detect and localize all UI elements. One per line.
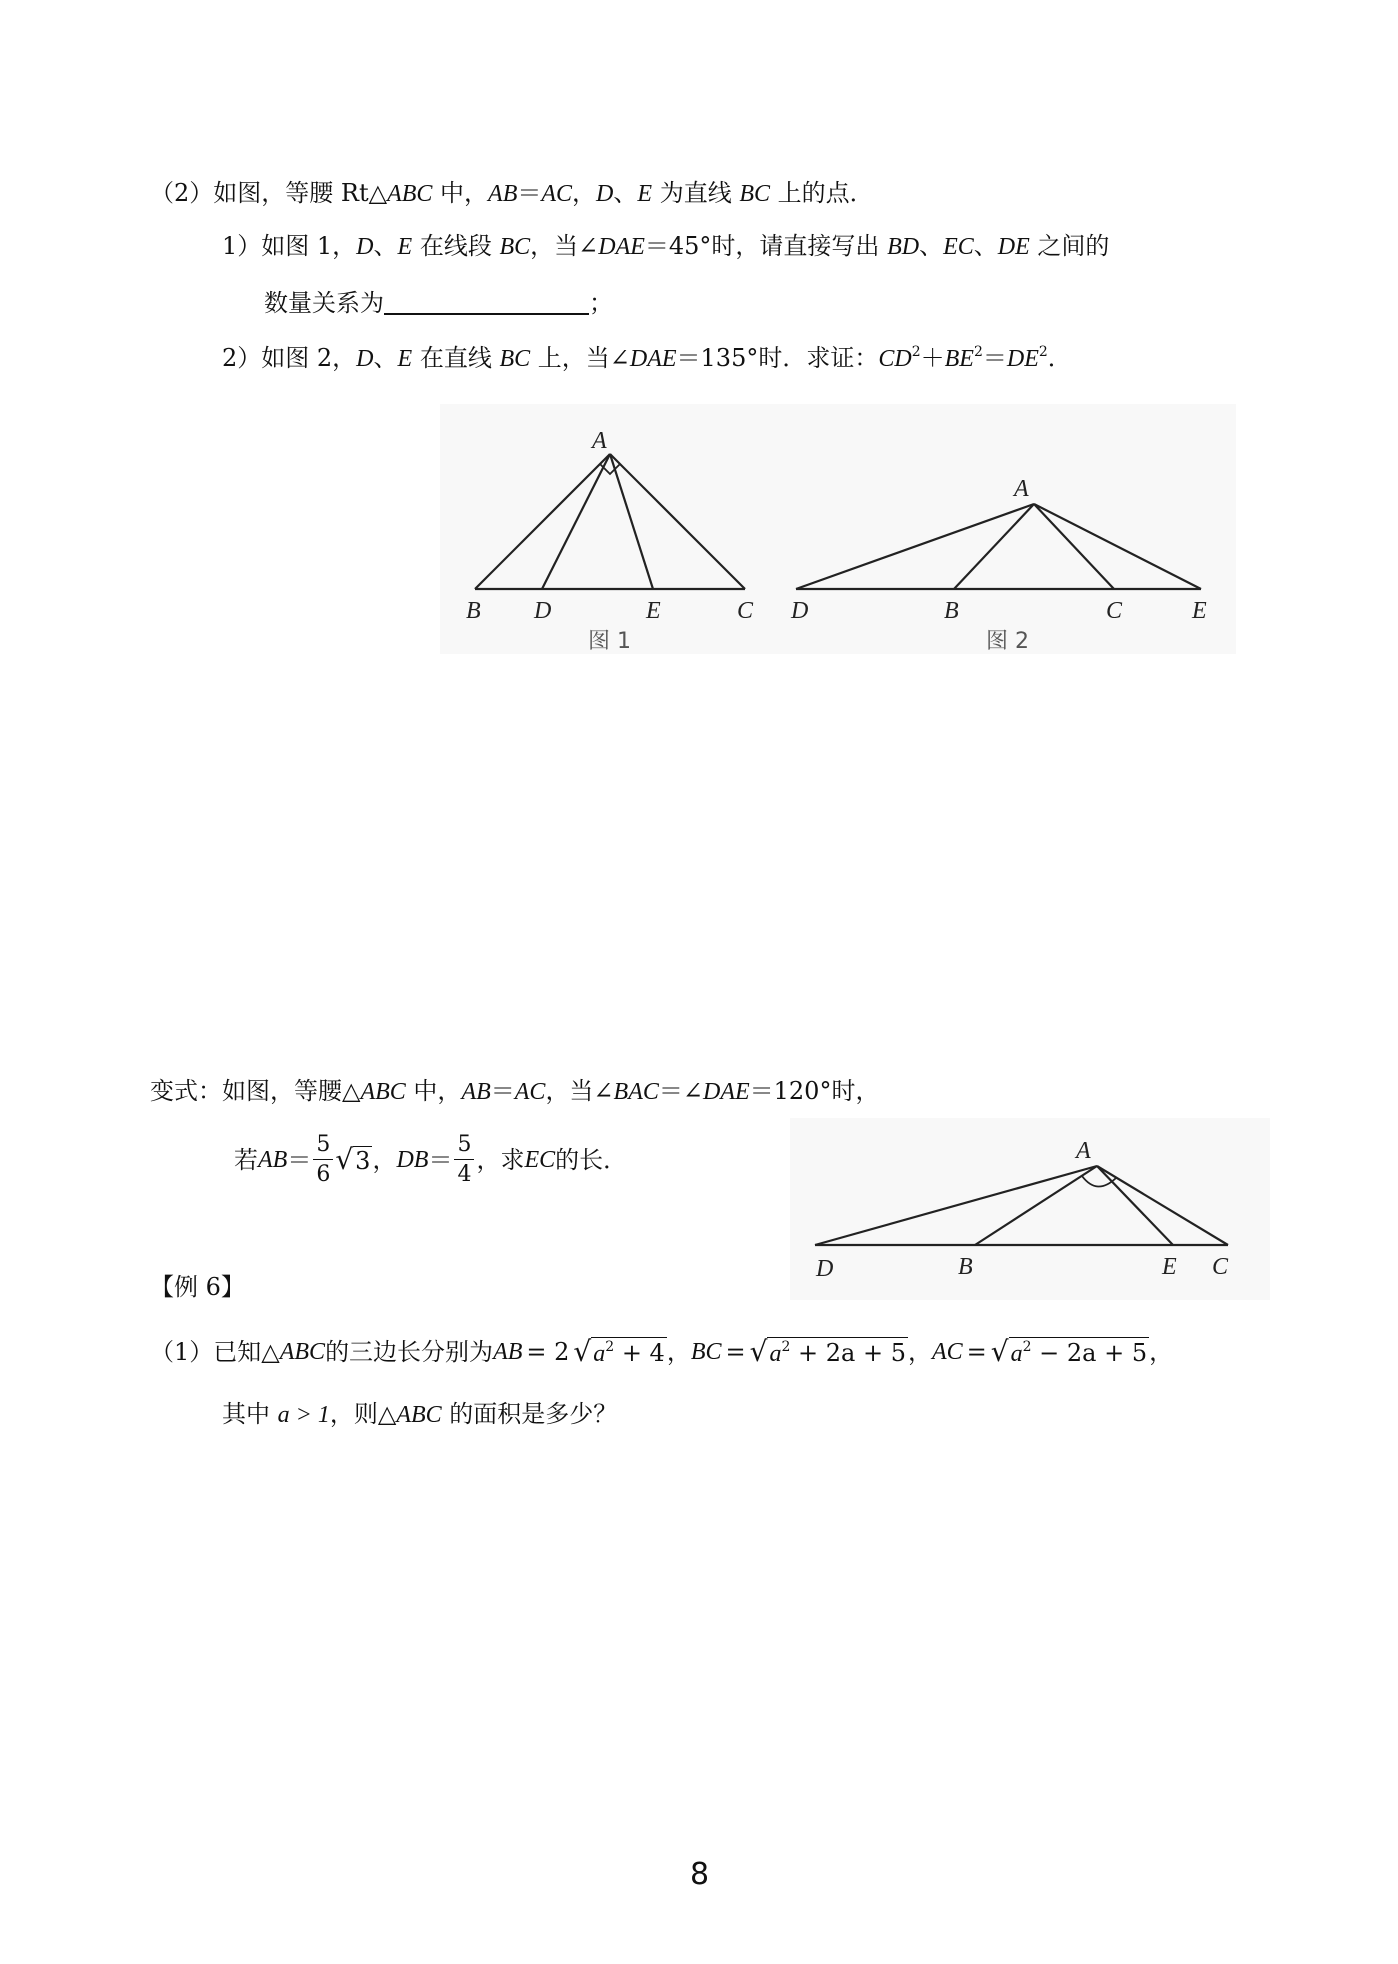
ex6-l2-cond: a > 1 [277,1402,330,1428]
q2-intro-t4: ＝ [517,179,542,207]
fig2-label-e: E [1192,598,1207,624]
p1a-t2: 、 [373,232,398,260]
fig1-label-e: E [646,598,661,624]
p1a-t12: 、 [973,232,998,260]
sqrt-ab [573,1337,666,1366]
p1a-t4: 在线段 [412,232,500,260]
ab-radicand [591,1337,667,1366]
ex6-pre: （1）已知△ [150,1337,280,1366]
variant-line-1 [150,1079,879,1104]
p2-t2: 、 [373,344,398,372]
sqrt3-radicand: 3 [355,1146,371,1175]
fig1-label-c: C [737,598,754,624]
ex6-ab: AB [493,1338,523,1365]
frac2-num: 5 [454,1132,474,1160]
fig3-label-e: E [1162,1254,1177,1280]
sqrt-ac [991,1337,1149,1366]
var2-pre: 若 [234,1145,258,1174]
fig1-label-a: A [592,428,607,454]
var1-t0: 变式：如图，等腰△ [150,1077,361,1105]
figure-1 [440,404,786,654]
p1a-t9: BD [887,234,920,260]
fig1-ab [475,454,610,589]
q2-intro [150,181,874,206]
var2-db: DB [396,1146,429,1173]
p2-t14: ＝ [982,344,1007,372]
p2-t17: ． [1047,344,1072,372]
p1a-t5: BC [499,234,531,260]
example-6-line-1 [150,1337,1173,1366]
fig1-label-d: D [534,598,552,624]
fig1-caption: 图 1 [588,629,631,654]
fig1-ac [610,454,745,589]
var1-t3: AB [461,1079,491,1105]
var1-t6: ，当∠ [545,1077,614,1105]
ex6-ab-coef: = 2 [526,1337,570,1366]
p2-t9: CD [878,346,912,372]
q2-intro-t12: 上的点． [770,179,874,207]
fig3-label-b: B [958,1254,973,1280]
var2-post-a: ，求 [476,1145,525,1174]
var2-eq: ＝ [287,1145,312,1174]
ex6-abc: ABC [279,1338,326,1365]
bc-rest: + 2a + 5 [798,1339,906,1367]
radical-sign: √ [573,1335,592,1368]
var1-t2: 中， [405,1077,462,1105]
fraction-5-4 [454,1132,474,1188]
p2-t15: DE [1006,346,1039,372]
ex6-bc-eq: = [725,1337,746,1366]
fig3-label-c: C [1212,1254,1229,1280]
ex6-mid: 的三边长分别为 [325,1337,494,1366]
var2-ab: AB [258,1146,288,1173]
fig3-angle-arc [1082,1176,1116,1187]
p1a-t13: DE [997,234,1030,260]
var1-t4: ＝ [490,1077,515,1105]
p2-t1: D [356,346,374,372]
ex6-sep2: ， [907,1337,932,1366]
fig3-ab [975,1166,1097,1245]
ex6-bc: BC [690,1338,722,1365]
q2-intro-t2: 中， [432,179,489,207]
p1a-t8: ＝45°时，请直接写出 [644,232,888,260]
fig2-label-c: C [1106,598,1123,624]
page-number: 8 [690,1857,710,1892]
p2-t0: 2）如图 2， [222,344,357,372]
fig2-ab [954,504,1034,589]
ex6-l2-abc: ABC [396,1402,442,1428]
p1b-text: 数量关系为 [264,289,384,317]
fig2-ad [796,504,1034,589]
p2-t13: 2 [973,344,983,360]
var2-post-b: 的长． [555,1145,628,1174]
p2-t12: BE [944,346,974,372]
ex6-ac-eq: = [966,1337,987,1366]
p1a-t0: 1）如图 1， [222,232,357,260]
sqrt-3 [335,1142,372,1176]
var1-t8: ＝∠ [658,1077,703,1105]
variant-line-2 [234,1132,627,1188]
example-6-line-2 [222,1402,617,1427]
p2-t10: 2 [911,344,921,360]
fig3-ad [815,1166,1097,1245]
ab-exp: 2 [605,1339,615,1355]
p1a-t11: EC [943,234,974,260]
p1b-end: ； [589,289,613,317]
q2-intro-t5: AC [541,181,573,207]
p1a-t3: E [397,234,413,260]
p2-t16: 2 [1038,344,1048,360]
ac-radicand [1009,1337,1150,1366]
var2-eq2: ＝ [428,1145,453,1174]
ex6-sep1: ， [666,1337,691,1366]
p2-t5: BC [499,346,531,372]
q2-intro-t10: 为直线 [652,179,740,207]
frac1-den: 6 [316,1162,331,1188]
q2-part2 [222,345,1072,371]
figure-variant [790,1118,1270,1300]
fig1-ad [542,454,610,589]
var2-ec: EC [524,1146,556,1173]
p1a-t14: 之间的 [1029,232,1110,260]
q2-intro-t0: （2）如图，等腰 Rt△ [150,179,388,207]
var1-t5: AC [514,1079,546,1105]
q2-intro-t3: AB [488,181,518,207]
sqrt-bc [750,1337,908,1366]
ex6-l2-mid: ，则△ [329,1400,397,1428]
fig3-label-d: D [816,1256,834,1282]
p1a-t1: D [356,234,374,260]
frac1-num: 5 [313,1132,333,1160]
var2-comma: ， [372,1145,397,1174]
ex6-l2-post: 的面积是多少？ [441,1400,618,1428]
q2-intro-t1: ABC [387,181,433,207]
figure-2 [786,404,1236,654]
ab-rest: + 4 [621,1339,665,1367]
radical-sign: √ [749,1335,768,1368]
p2-t6: 上，当∠ [530,344,630,372]
answer-blank[interactable] [384,293,589,315]
example-6-heading [150,1275,245,1299]
q2-intro-t7: D [596,181,614,207]
bc-exp: 2 [781,1339,791,1355]
fig2-ac [1034,504,1114,589]
fig3-label-a: A [1076,1138,1091,1164]
p1a-t10: 、 [919,232,944,260]
var1-t10: ＝120°时， [749,1077,880,1105]
q2-intro-t6: ， [572,179,597,207]
fig1-label-b: B [466,598,481,624]
bc-a: a [769,1341,782,1367]
frac2-den: 4 [457,1162,472,1188]
p2-t4: 在直线 [412,344,500,372]
bc-radicand [767,1337,908,1366]
p2-t7: DAE [629,346,677,372]
fig2-caption: 图 2 [986,629,1029,654]
radical-sign: √ [335,1142,354,1176]
q2-intro-t9: E [637,181,653,207]
p1a-t7: DAE [598,234,645,260]
q2-intro-t11: BC [739,181,770,207]
ac-rest: − 2a + 5 [1039,1339,1148,1367]
p2-t11: ＋ [920,344,945,372]
var1-t9: DAE [702,1079,750,1105]
q2-intro-t8: 、 [613,179,638,207]
var1-t1: ABC [360,1079,406,1105]
p2-t8: ＝135°时．求证： [676,344,879,372]
radical-sign: √ [990,1335,1009,1368]
fig2-label-a: A [1014,476,1029,502]
fraction-5-6 [313,1132,333,1188]
ab-a: a [593,1341,606,1367]
p1a-t6: ，当∠ [530,232,599,260]
q2-part1-line-a [222,234,1109,259]
fig2-label-b: B [944,598,959,624]
ex6-ac: AC [931,1338,963,1365]
ac-a: a [1010,1341,1023,1367]
ac-exp: 2 [1022,1339,1032,1355]
fig2-ae [1034,504,1201,589]
p2-t3: E [397,346,413,372]
var1-t7: BAC [613,1079,659,1105]
example6-heading-text: 【例 6】 [150,1273,245,1301]
q2-part1-line-b [264,291,613,315]
fig2-label-d: D [791,598,809,624]
ex6-sep3: ， [1149,1337,1174,1366]
ex6-l2-pre: 其中 [222,1400,278,1428]
